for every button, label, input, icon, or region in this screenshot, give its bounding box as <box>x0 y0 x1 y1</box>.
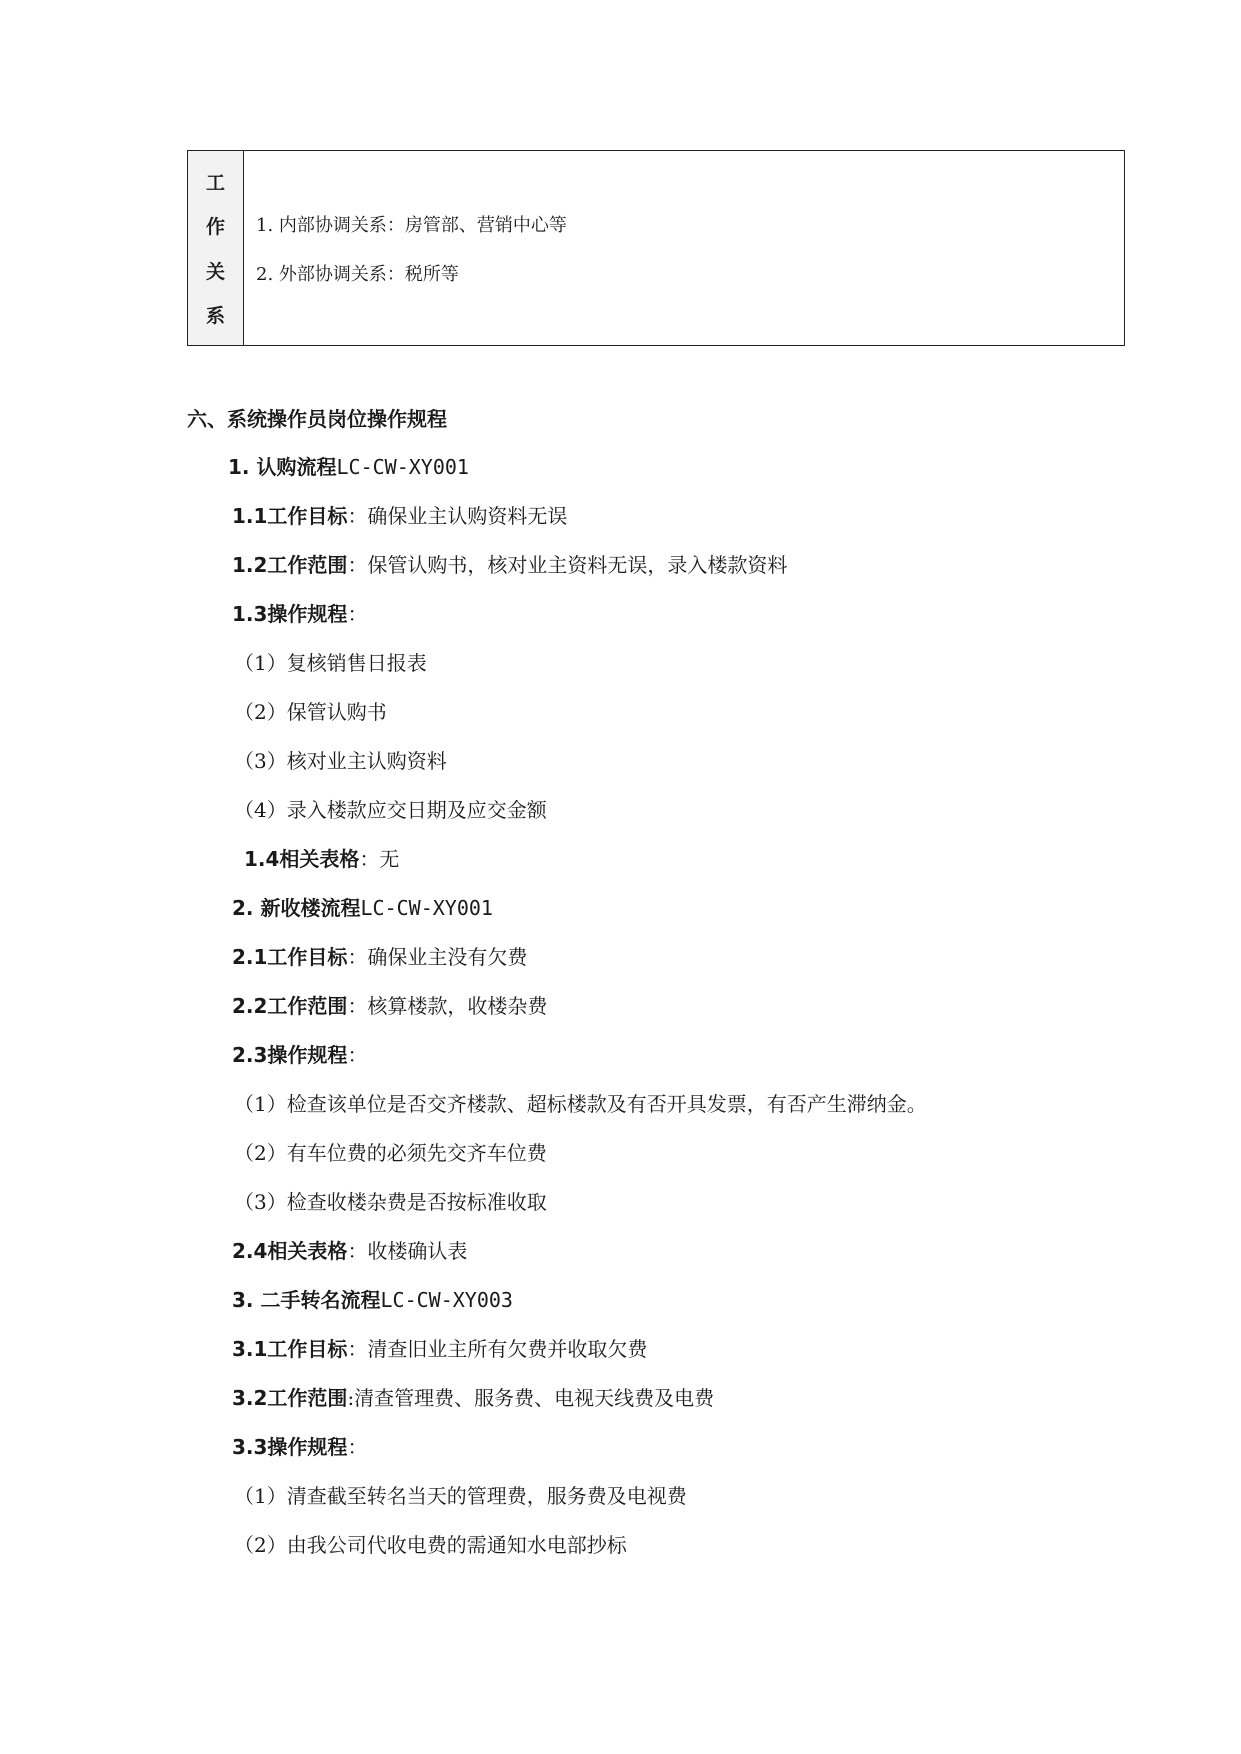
forms-text: ：无 <box>359 847 400 871</box>
procedure-3-rules <box>232 1434 367 1460</box>
procedure-title: 2. 新收楼流程 <box>232 896 361 920</box>
procedure-1-scope <box>232 552 787 578</box>
scope-label: 1.2工作范围 <box>232 553 348 577</box>
step-item: （3）核对业主认购资料 <box>234 749 447 773</box>
forms-label: 1.4相关表格 <box>244 847 360 871</box>
goal-text: ：清查旧业主所有欠费并收取欠费 <box>347 1337 648 1361</box>
step-item: （2）由我公司代收电费的需通知水电部抄标 <box>234 1533 627 1557</box>
procedure-2-heading <box>232 895 493 921</box>
procedure-2-forms <box>232 1238 467 1264</box>
goal-label: 2.1工作目标 <box>232 945 348 969</box>
procedure-code: LC-CW-XY001 <box>336 455 469 479</box>
work-relations-table <box>187 150 1125 346</box>
step-item: （1）清查截至转名当天的管理费，服务费及电视费 <box>234 1484 687 1508</box>
procedure-title: 1. 认购流程 <box>228 455 337 479</box>
procedure-3-scope <box>232 1385 714 1411</box>
rules-colon: ： <box>347 602 368 626</box>
procedure-code: LC-CW-XY003 <box>380 1288 513 1312</box>
step-item: （1）复核销售日报表 <box>234 651 427 675</box>
work-relations-header <box>188 151 244 345</box>
procedure-2-rules <box>232 1042 367 1068</box>
header-char: 工 <box>205 171 225 194</box>
step-item: （1）检查该单位是否交齐楼款、超标楼款及有否开具发票，有否产生滞纳金。 <box>234 1092 927 1116</box>
header-char: 作 <box>205 216 225 239</box>
scope-text: ：核算楼款，收楼杂费 <box>347 994 548 1018</box>
procedure-2-scope <box>232 993 547 1019</box>
goal-label: 3.1工作目标 <box>232 1337 348 1361</box>
procedure-1-forms <box>244 846 399 872</box>
procedure-2-goal <box>232 944 527 970</box>
procedure-code: LC-CW-XY001 <box>360 896 493 920</box>
rules-colon: ： <box>347 1043 368 1067</box>
header-char: 系 <box>205 305 225 328</box>
procedure-title: 3. 二手转名流程 <box>232 1288 381 1312</box>
rules-label: 1.3操作规程 <box>232 602 348 626</box>
goal-text: ：确保业主没有欠费 <box>347 945 528 969</box>
internal-relations: 1. 内部协调关系：房管部、营销中心等 <box>256 215 567 236</box>
external-relations: 2. 外部协调关系：税所等 <box>256 264 459 285</box>
forms-text: ：收楼确认表 <box>347 1239 468 1263</box>
procedure-3-heading <box>232 1287 513 1313</box>
header-char: 关 <box>205 260 225 283</box>
scope-label: 2.2工作范围 <box>232 994 348 1018</box>
procedure-1-rules <box>232 601 367 627</box>
goal-label: 1.1工作目标 <box>232 504 348 528</box>
scope-label: 3.2工作范围 <box>232 1386 348 1410</box>
procedure-1-goal <box>232 503 567 529</box>
work-relations-content <box>244 151 1124 345</box>
step-item: （3）检查收楼杂费是否按标准收取 <box>234 1190 547 1214</box>
scope-text: :清查管理费、服务费、电视天线费及电费 <box>347 1386 715 1410</box>
rules-label: 2.3操作规程 <box>232 1043 348 1067</box>
step-item: （2）保管认购书 <box>234 700 387 724</box>
rules-colon: ： <box>347 1435 368 1459</box>
goal-text: ：确保业主认购资料无误 <box>347 504 568 528</box>
step-item: （2）有车位费的必须先交齐车位费 <box>234 1141 547 1165</box>
step-item: （4）录入楼款应交日期及应交金额 <box>234 798 547 822</box>
forms-label: 2.4相关表格 <box>232 1239 348 1263</box>
procedure-1-heading <box>228 454 469 480</box>
section-title: 六、系统操作员岗位操作规程 <box>187 407 447 431</box>
procedure-3-goal <box>232 1336 647 1362</box>
rules-label: 3.3操作规程 <box>232 1435 348 1459</box>
scope-text: ：保管认购书，核对业主资料无误，录入楼款资料 <box>347 553 788 577</box>
